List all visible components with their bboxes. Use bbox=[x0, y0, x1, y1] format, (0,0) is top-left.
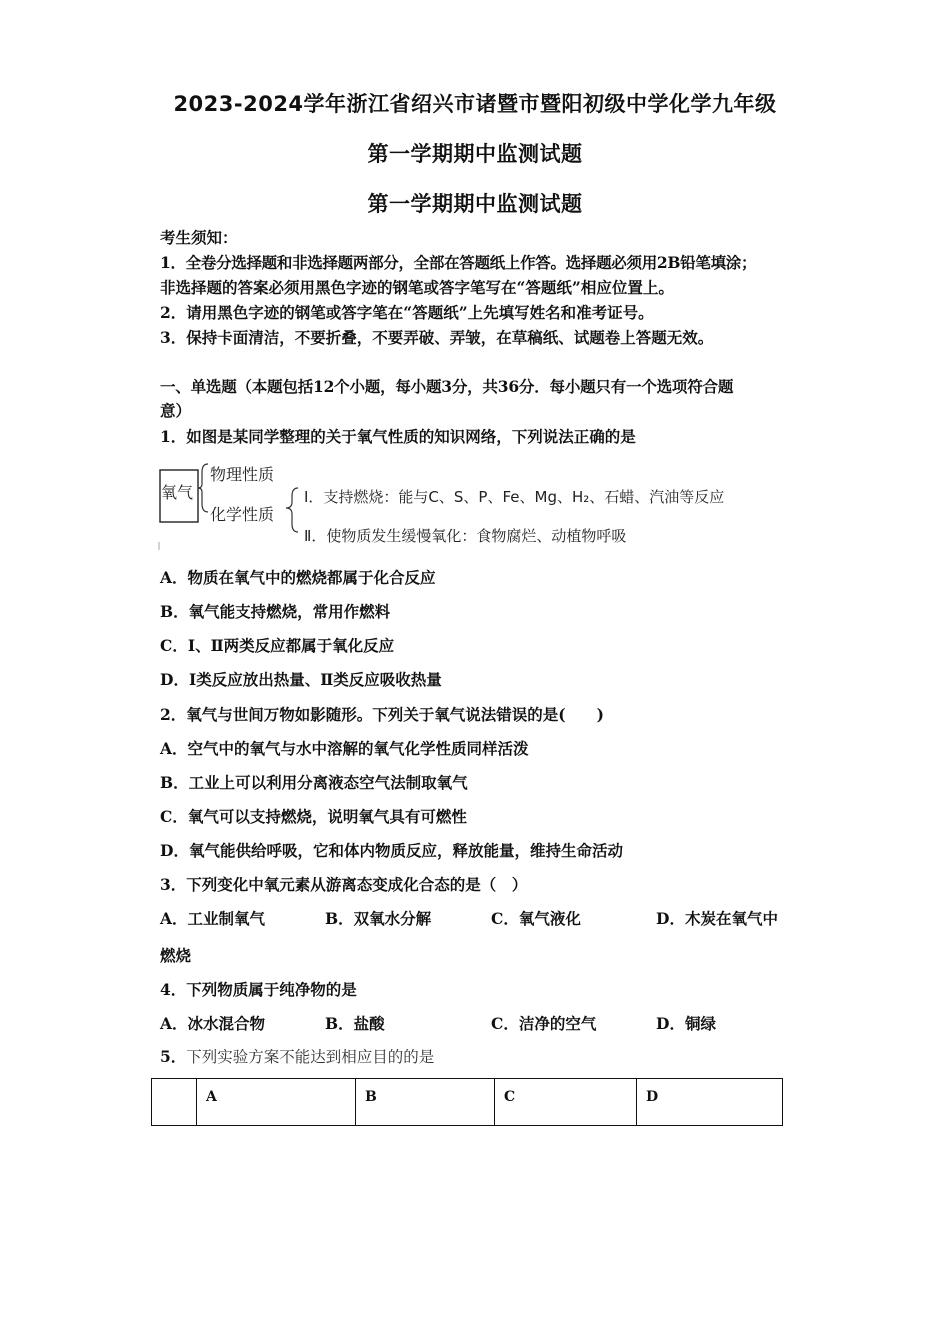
chemical-brace bbox=[286, 488, 298, 532]
diagram-chemical-label: 化学性质 bbox=[210, 505, 275, 524]
table-cell-d: D bbox=[637, 1079, 783, 1126]
notice-item-3: 3．保持卡面清洁，不要折叠，不要弄破、弄皱，在草稿纸、试题卷上答题无效。 bbox=[160, 328, 714, 347]
table-cell-b: B bbox=[356, 1079, 495, 1126]
q1-option-c: C．Ⅰ、Ⅱ两类反应都属于氧化反应 bbox=[160, 636, 395, 655]
table-row bbox=[152, 1079, 783, 1126]
question-5-text: 下列实验方案不能达到相应目的的是 bbox=[186, 1048, 435, 1066]
notice-item-2: 2．请用黑色字迹的钢笔或答字笔在“答题纸”上先填写姓名和准考证号。 bbox=[160, 303, 654, 322]
q1-option-b: B．氧气能支持燃烧，常用作燃料 bbox=[160, 602, 391, 621]
notice-item-1: 1．全卷分选择题和非选择题两部分，全部在答题纸上作答。选择题必须用2B铅笔填涂； bbox=[160, 253, 757, 272]
question-1-stem: 1．如图是某同学整理的关于氧气性质的知识网络，下列说法正确的是 bbox=[160, 427, 636, 446]
table-cell-blank bbox=[152, 1079, 197, 1126]
section-heading: 一、单选题（本题包括12个小题，每小题3分，共36分．每小题只有一个选项符合题 bbox=[160, 377, 734, 396]
notice-heading: 考生须知： bbox=[160, 228, 238, 247]
question-3-stem: 3．下列变化中氧元素从游离态变成化合态的是（ ） bbox=[160, 875, 528, 894]
q4-option-c: C．洁净的空气 bbox=[491, 1014, 597, 1033]
document-subtitle: 第一学期期中监测试题 bbox=[367, 142, 583, 166]
q1-option-d: D．Ⅰ类反应放出热量、Ⅱ类反应吸收热量 bbox=[160, 670, 442, 689]
q2-option-b: B．工业上可以利用分离液态空气法制取氧气 bbox=[160, 773, 468, 792]
notice-item-1-cont: 非选择题的答案必须用黑色字迹的钢笔或答字笔写在“答题纸”相应位置上。 bbox=[160, 278, 674, 297]
table-cell-c: C bbox=[495, 1079, 637, 1126]
q4-option-a: A．冰水混合物 bbox=[160, 1014, 266, 1033]
q3-option-d: D．木炭在氧气中 bbox=[656, 909, 778, 928]
q1-option-a: A．物质在氧气中的燃烧都属于化合反应 bbox=[160, 568, 436, 587]
diagram-physical-label: 物理性质 bbox=[210, 465, 275, 484]
question-5-stem bbox=[160, 1047, 434, 1067]
q3-option-b: B．双氧水分解 bbox=[325, 909, 432, 928]
question-5-number: 5． bbox=[160, 1047, 187, 1066]
root-brace bbox=[198, 464, 208, 512]
q2-option-a: A．空气中的氧气与水中溶解的氧气化学性质同样活泼 bbox=[160, 739, 529, 758]
diagram-sub-1: Ⅰ．支持燃烧：能与C、S、P、Fe、Mg、H₂、石蜡、汽油等反应 bbox=[304, 488, 725, 506]
q2-option-c: C．氧气可以支持燃烧，说明氧气具有可燃性 bbox=[160, 807, 467, 826]
diagram-root-label: 氧气 bbox=[161, 483, 194, 502]
diagram-sub-2: Ⅱ．使物质发生缓慢氧化：食物腐烂、动植物呼吸 bbox=[304, 527, 627, 545]
q3-option-c: C．氧气液化 bbox=[491, 909, 581, 928]
question-2-stem: 2．氧气与世间万物如影随形。下列关于氧气说法错误的是( ) bbox=[160, 705, 604, 724]
document-title: 2023-2024学年浙江省绍兴市诸暨市暨阳初级中学化学九年级 bbox=[173, 92, 777, 116]
table-cell-a: A bbox=[197, 1079, 356, 1126]
q2-option-d: D．氧气能供给呼吸，它和体内物质反应，释放能量，维持生命活动 bbox=[160, 841, 623, 860]
oxygen-knowledge-diagram bbox=[158, 458, 798, 554]
q4-option-d: D．铜绿 bbox=[656, 1014, 716, 1033]
question-4-stem: 4．下列物质属于纯净物的是 bbox=[160, 980, 357, 999]
q3-option-a: A．工业制氧气 bbox=[160, 909, 266, 928]
q3-option-d-cont: 燃烧 bbox=[160, 946, 192, 965]
q5-options-table bbox=[151, 1078, 783, 1126]
section-heading-cont: 意） bbox=[160, 401, 192, 420]
q4-option-b: B．盐酸 bbox=[325, 1014, 385, 1033]
document-subtitle-repeat: 第一学期期中监测试题 bbox=[367, 192, 583, 216]
